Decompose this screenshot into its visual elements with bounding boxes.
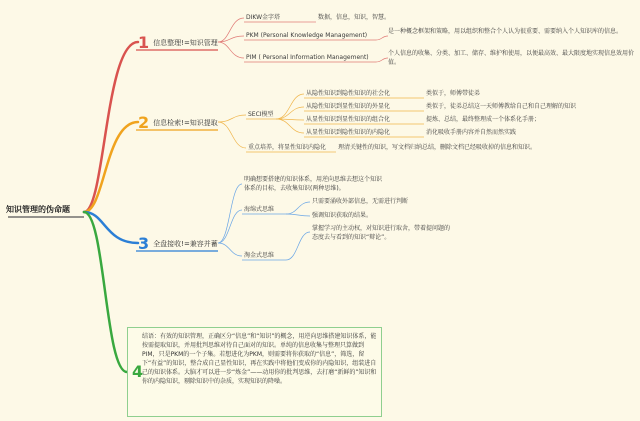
seci-row-3-name: 从显性知识到显性知识的组合化: [306, 116, 391, 123]
branch-2-number: 2: [138, 113, 150, 132]
connector-root-branch1: [84, 42, 138, 212]
seci-term: SECI模型: [248, 111, 274, 118]
seci-row-1-name: 从隐性知识到隐性知识的社会化: [306, 90, 391, 97]
branch-1-label: 信息整理!=知识管理: [153, 38, 218, 47]
sponge-point-2: 强调知识获取的结果。: [312, 212, 373, 219]
branch-3-label: 全盘接收!=兼容并蓄: [153, 239, 218, 248]
seci-row-4-name: 从显性知识到隐性知识的内隐化: [306, 129, 391, 136]
seci-row-2-name: 从隐性知识到显性知识的外显化: [306, 103, 391, 110]
gold-point-1: 掌握学习的主动权，对知识进行取舍，带着提问题的态度去与看到的知识“辩论”。: [312, 225, 451, 241]
seci-row-2-desc: 类似于，徒弟总结这一天师傅教给自己和自己理解的知识: [426, 103, 577, 110]
branch-3-topic: [138, 234, 218, 253]
branch-2-label: 信息检索!=知识提取: [153, 118, 218, 127]
root-topic: 知识管理的伪命题: [6, 205, 70, 214]
dikw-term: DIKW金字塔: [246, 14, 281, 21]
dikw-desc: 数据，信息，知识，智慧。: [318, 14, 391, 21]
branch-3-number: 3: [138, 234, 150, 253]
pim-desc: 个人信息的收集、分类、加工、储存、维护和使用，以便最高效、最大限度地实现信息效用价值。: [388, 50, 635, 66]
branch-3-intro: 明确想要搭建的知识体系，用逆向思维去想这个知识体系的目标，去收集知识(两种思维)。: [244, 176, 383, 192]
pkm-term: PKM (Personal Knowledge Management): [246, 32, 368, 39]
seci-row-4-desc: 消化吸收手册内容并自然而然实践: [426, 129, 517, 136]
seci-row-1-desc: 类似于，师傅带徒弟: [426, 90, 481, 97]
gold-term: 淘金式思维: [244, 252, 275, 259]
conclusion-box: [127, 327, 382, 417]
branch-1-topic: [138, 33, 218, 52]
connector-root-branch3: [84, 212, 138, 243]
branch-4-number: 4: [132, 362, 144, 381]
branch-1-number: 1: [138, 33, 150, 52]
seci-row-3-desc: 提炼、总结，最终整理成一个体系化手册；: [426, 116, 541, 123]
connector-root-branch4: [84, 212, 127, 372]
focus-term: 重点培养，将显性知识内隐化: [248, 144, 327, 151]
sponge-term: 海绵式思维: [244, 206, 275, 213]
conclusion-text: 结语：有效的知识管理，正确区分“信息”和“知识”的概念，用逆向思维搭建知识体系，能按需提取知识，并用批判思维对待自己面对的知识。单纯的信息收集与整理只算做到PIM，只是PKM的一个子集。若想进化为PKM，则需要将你获取的“信息”，筛选，留下“有益”的知识，整合成自己显性知识，再在实践中将他们变成你的内隐知识，组装进自己的知识体系。大脑才可以进一步“炼金”——动用你的批判思维，去打磨“新鲜的”知识和你的内隐知识，剔除知识中的杂质，实现知识的降噪。: [142, 333, 377, 385]
sponge-point-1: 只需要涌收外部信息，无需进行判断: [312, 198, 409, 205]
focus-desc: 理清关键性的知识，写文档归纳总结，删除文档已经吸收掉的信息和知识。: [338, 144, 537, 151]
pkm-desc: 是一种概念框架和策略，用以组织和整合个人认为很重要、需要纳入个人知识库的信息。: [388, 28, 623, 35]
branch-2-topic: [138, 113, 218, 132]
pim-term: PIM ( Personal Information Management): [246, 54, 369, 61]
